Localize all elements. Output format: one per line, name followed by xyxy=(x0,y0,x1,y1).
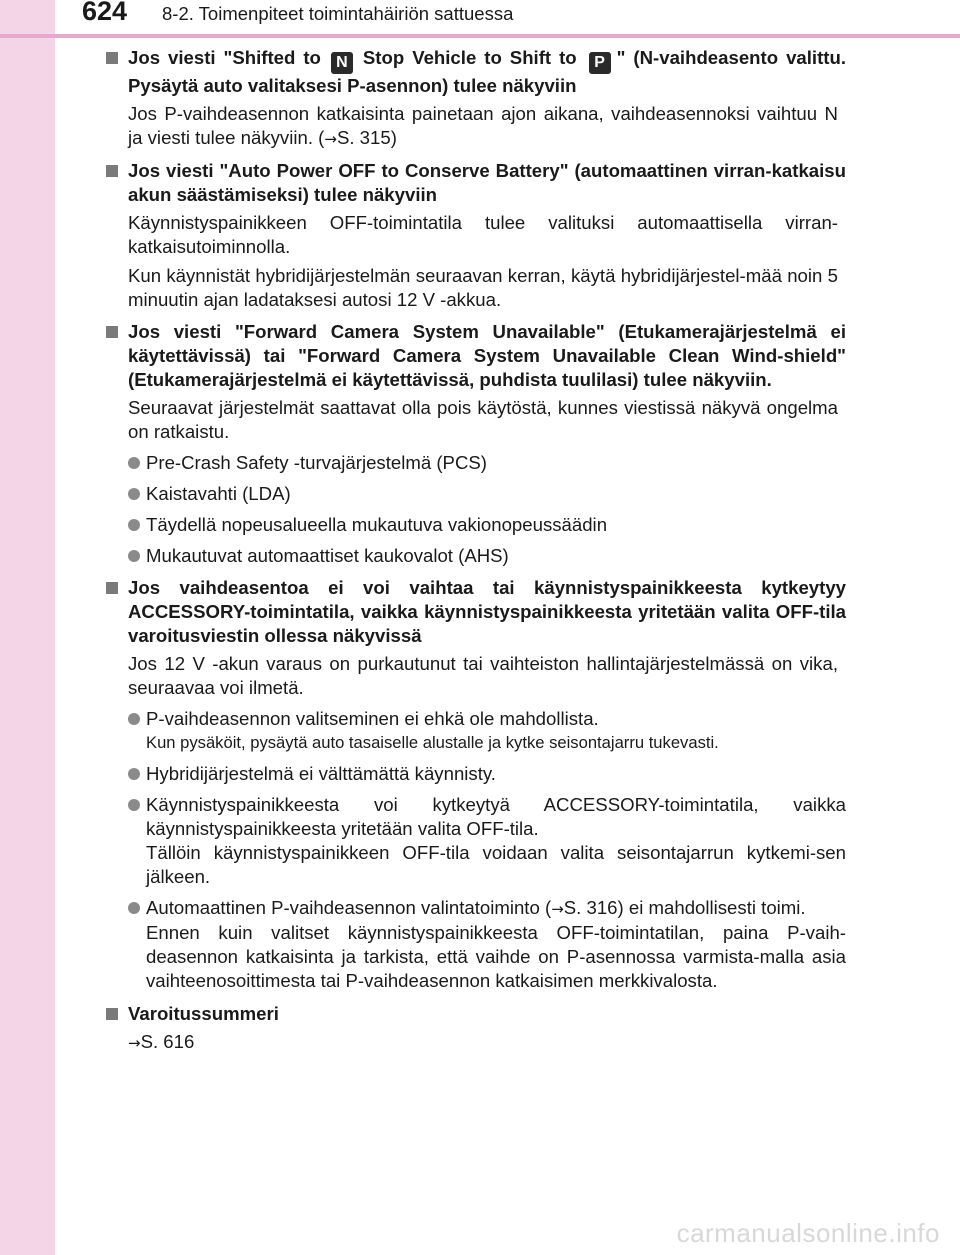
list-item: Täydellä nopeusalueella mukautuva vakionopeussäädin xyxy=(106,513,846,537)
arrow-right-icon: → xyxy=(128,1034,141,1052)
watermark: carmanualsonline.info xyxy=(676,1218,940,1248)
list-item-continuation: Ennen kuin valitset käynnistyspainikkeesta OFF-toimintatilan, paina P-vaih-deasennon katkaisinta ja tarkista, että vaihde on P-asennossa varmista-malla asia vaihteenosoittimesta tai P-vaihdeasennon katkaisimen merkkivalosta. xyxy=(146,922,846,991)
list-item: Automaattinen P-vaihdeasennon valintatoiminto (→S. 316) ei mahdollisesti toimi. Ennen kuin valitset käynnistyspainikkeesta OFF-toimintatilan, paina P-vaih-deasennon katkaisinta ja tarkista, että vaihde on P-asennossa varmista-malla asia vaihteenosoittimesta tai P-vaihdeasennon katkaisimen merkkivalosta. xyxy=(106,896,846,993)
list-item-continuation: Tällöin käynnistyspainikkeen OFF-tila voidaan valita seisontajarrun kytkemi-sen jälkeen. xyxy=(146,842,846,887)
list-item: Käynnistyspainikkeesta voi kytkeytyä ACCESSORY-toimintatila, vaikka käynnistyspainikkeesta yritetään valita OFF-tila. Tällöin käynnistyspainikkeen OFF-tila voidaan valita seisontajarrun kytkemi-sen jälkeen. xyxy=(106,793,846,889)
round-bullet-icon xyxy=(128,902,140,914)
round-bullet-icon xyxy=(128,550,140,562)
arrow-right-icon: → xyxy=(551,900,564,918)
list-item: P-vaihdeasennon valitseminen ei ehkä ole mahdollista. Kun pysäköit, pysäytä auto tasaiselle alustalle ja kytke seisontajarru tukevasti. xyxy=(106,707,846,755)
page-side-band xyxy=(0,0,55,1255)
section-heading-warning-buzzer: Varoitussummeri xyxy=(106,1002,846,1026)
paragraph: Seuraavat järjestelmät saattavat olla pois käytöstä, kunnes viestissä näkyvä ongelma on ratkaistu. xyxy=(128,397,838,442)
header-rule xyxy=(0,34,960,38)
round-bullet-icon xyxy=(128,713,140,725)
list-item: Kaistavahti (LDA) xyxy=(106,482,846,506)
paragraph: Jos P-vaihdeasennon katkaisinta painetaan ajon aikana, vaihdeasennoksi vaihtuu N ja viesti tulee näkyviin. (→S. 315) xyxy=(128,103,838,148)
list-item: Hybridijärjestelmä ei välttämättä käynnisty. xyxy=(106,762,846,786)
paragraph: Kun käynnistät hybridijärjestelmän seuraavan kerran, käytä hybridijärjestel-mää noin 5 minuutin ajan ladataksesi autosi 12 V -akkua. xyxy=(128,265,838,310)
square-bullet-icon xyxy=(106,52,118,64)
square-bullet-icon xyxy=(106,1008,118,1020)
chapter-title: 8-2. Toimenpiteet toimintahäiriön sattuessa xyxy=(162,3,514,24)
section-heading-forward-camera: Jos viesti "Forward Camera System Unavailable" (Etukamerajärjestelmä ei käytettävissä) tai "Forward Camera System Unavailable Clean Wind-shield" (Etukamerajärjestelmä ei käytettävissä, puhdista tuulilasi) tulee näkyviin. xyxy=(106,320,846,392)
round-bullet-icon xyxy=(128,488,140,500)
list-item: Mukautuvat automaattiset kaukovalot (AHS) xyxy=(106,544,846,568)
list-item: Pre-Crash Safety -turvajärjestelmä (PCS) xyxy=(106,451,846,475)
square-bullet-icon xyxy=(106,582,118,594)
round-bullet-icon xyxy=(128,768,140,780)
round-bullet-icon xyxy=(128,457,140,469)
section-heading-shifted-to-n: Jos viesti "Shifted to N Stop Vehicle to Shift to P " (N-vaihdeasento valittu. Pysäytä auto valitaksesi P-asennon) tulee näkyviin xyxy=(106,46,846,98)
section-heading-auto-power-off: Jos viesti "Auto Power OFF to Conserve Battery" (automaattinen virran-katkaisu akun säästämiseksi) tulee näkyviin xyxy=(106,159,846,207)
page-content xyxy=(106,46,846,1055)
paragraph: Jos 12 V -akun varaus on purkautunut tai vaihteiston hallintajärjestelmässä on vika, seuraavaa voi ilmetä. xyxy=(128,653,838,698)
cross-reference: →S. 616 xyxy=(128,1031,195,1052)
paragraph: Käynnistyspainikkeen OFF-toimintatila tulee valituksi automaattisella virran-katkaisutoiminnolla. xyxy=(128,212,838,257)
arrow-right-icon: → xyxy=(324,130,337,148)
gear-p-icon: P xyxy=(589,52,611,74)
round-bullet-icon xyxy=(128,799,140,811)
section-heading-gear-not-changing: Jos vaihdeasentoa ei voi vaihtaa tai käynnistyspainikkeesta kytkeytyy ACCESSORY-toimintatila, vaikka käynnistyspainikkeesta yritetään valita OFF-tila varoitusviestin ollessa näkyvissä xyxy=(106,576,846,648)
list-item-note: Kun pysäköit, pysäytä auto tasaiselle alustalle ja kytke seisontajarru tukevasti. xyxy=(146,733,719,752)
page-number: 624 xyxy=(76,0,133,28)
round-bullet-icon xyxy=(128,519,140,531)
gear-n-icon: N xyxy=(331,52,353,74)
square-bullet-icon xyxy=(106,326,118,338)
square-bullet-icon xyxy=(106,165,118,177)
